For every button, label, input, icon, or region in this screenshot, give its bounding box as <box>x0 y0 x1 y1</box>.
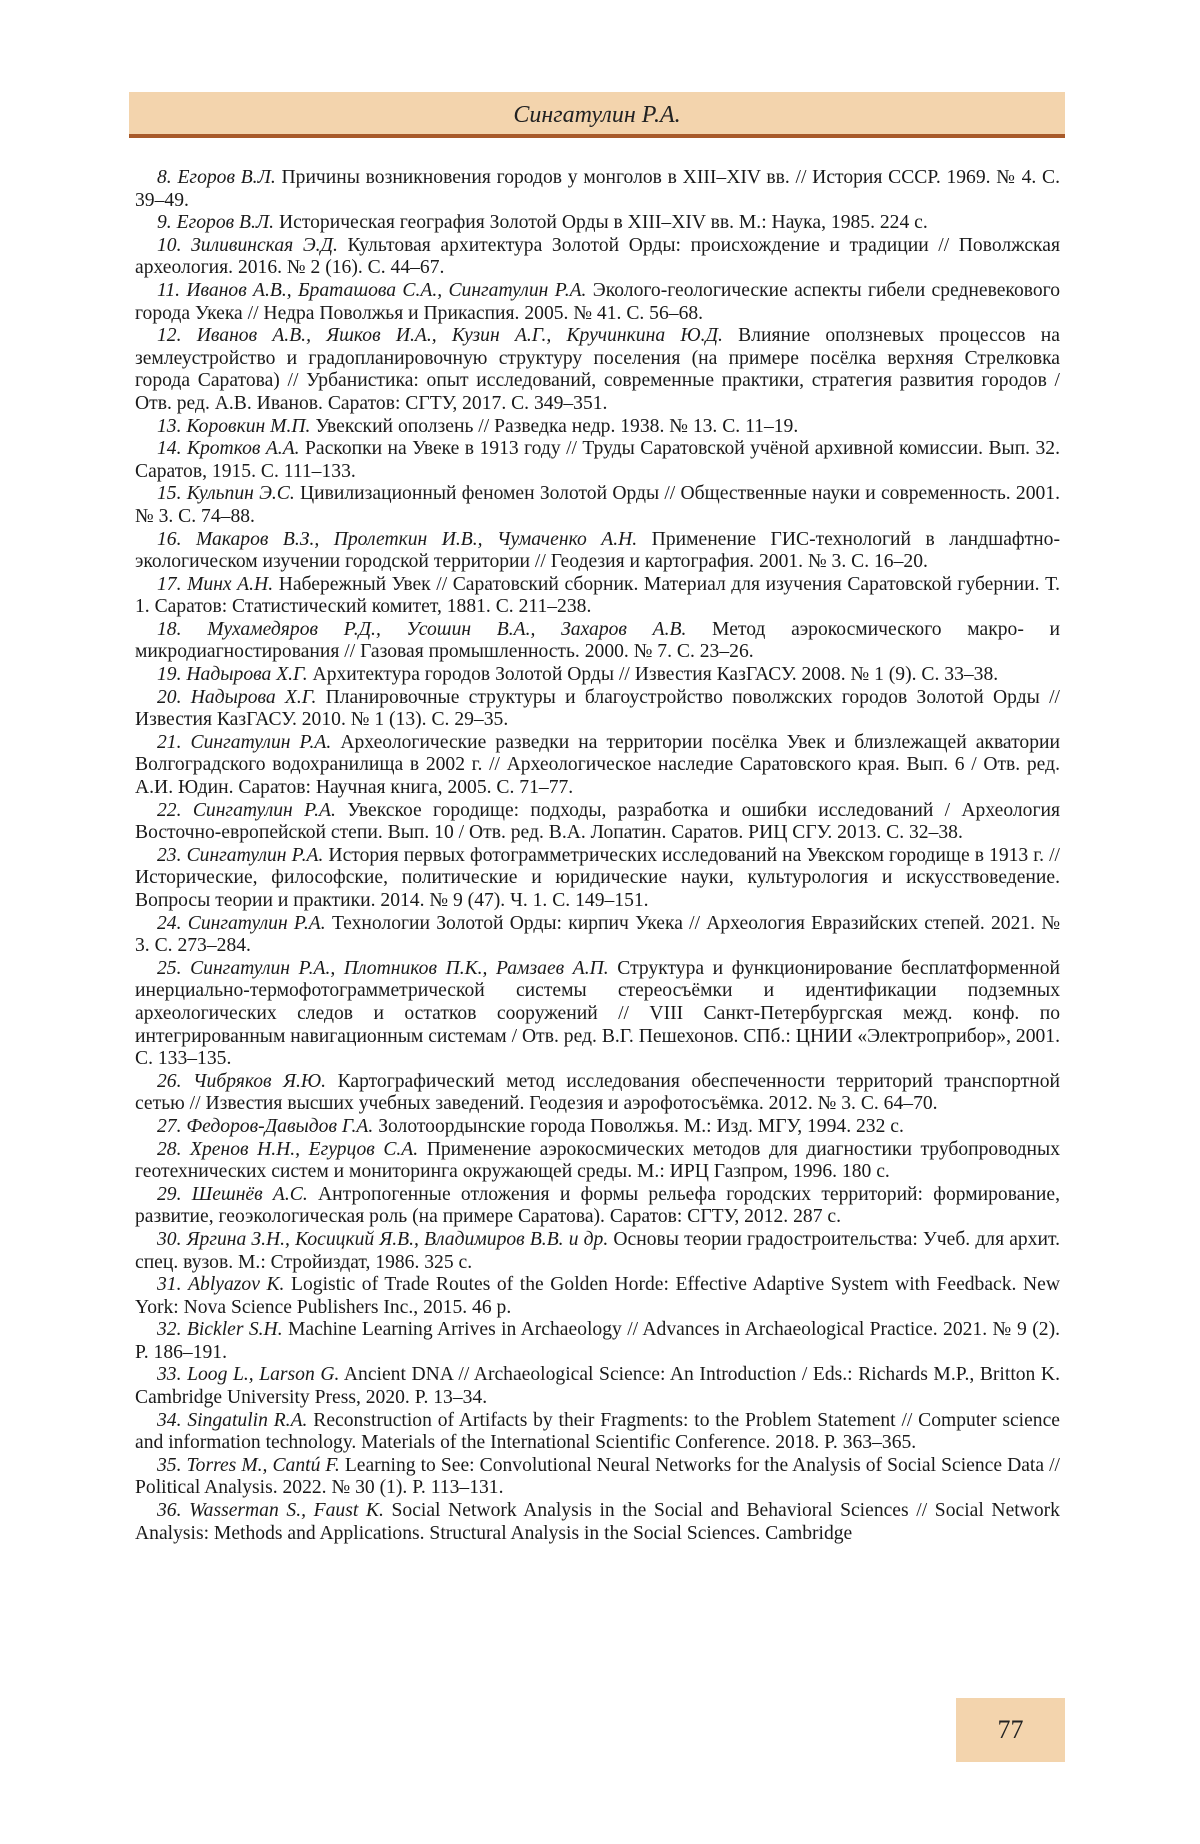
reference-authors: Надырова Х.Г. <box>190 686 317 708</box>
reference-number: 14. <box>157 438 182 460</box>
reference-text: Увекское городище: подходы, разработка и ошибки исследований / Археология Восточно-европейской степи. Вып. 10 / Отв. ред. В.А. Лопатин. Саратов. РИЦ СГУ. 2013. С. 32–38. <box>135 799 1061 844</box>
reference-text: Картографический метод исследования обеспеченности территорий транспортной сетью // Известия высших учебных заведений. Геодезия и аэрофотосъёмка. 2012. № 3. С. 64–70. <box>135 1070 1060 1115</box>
reference-text: Планировочные структуры и благоустройство поволжских городов Золотой Орды // Известия КазГАСУ. 2010. № 1 (13). С. 29–35. <box>135 686 1060 731</box>
reference-authors: Макаров В.З., Пролеткин И.В., Чумаченко А.Н. <box>195 528 638 550</box>
reference-item <box>135 1139 1060 1184</box>
reference-item <box>135 167 1060 212</box>
reference-number: 10. <box>157 234 182 256</box>
reference-authors: Федоров-Давыдов Г.А. <box>186 1115 374 1137</box>
running-header-title: Сингатулин Р.А. <box>513 102 681 128</box>
reference-authors: Singatulin R.A. <box>187 1409 308 1431</box>
reference-text: Структура и функционирование бесплатформенной инерциально-термофотограмметрической системы стереосъёмки и идентификации подземных археологических следов и остатков сооружений // VIII Санкт-Петербургская межд. конф. по интегрированным навигационным системам / Отв. ред. В.Г. Пешехонов. СПб.: ЦНИИ «Электроприбор», 2001. С. 133–135. <box>135 957 1060 1070</box>
reference-number: 36. <box>157 1500 182 1522</box>
reference-item <box>135 235 1060 280</box>
page-number: 77 <box>997 1715 1024 1744</box>
reference-item <box>135 1410 1060 1455</box>
reference-item <box>135 913 1060 958</box>
reference-item <box>135 958 1060 1071</box>
reference-authors: Torres M., Cantú F. <box>186 1454 340 1476</box>
reference-item <box>135 800 1060 845</box>
reference-text: Набережный Увек // Саратовский сборник. Материал для изучения Саратовской губернии. Т. 1. Саратов: Статистический комитет, 1881. С. 211–238. <box>135 573 1060 618</box>
reference-text: Social Network Analysis in the Social and Behavioral Sciences // Social Network Analysis: Methods and Applications. Structural Analysis in the Social Sciences. Cambridge <box>135 1500 1060 1544</box>
reference-number: 28. <box>157 1138 182 1160</box>
reference-number: 33. <box>157 1364 182 1386</box>
reference-number: 34. <box>157 1409 182 1431</box>
reference-number: 15. <box>157 483 182 505</box>
reference-number: 22. <box>157 799 182 821</box>
reference-number: 25. <box>157 957 182 979</box>
reference-authors: Сингатулин Р.А. <box>190 731 332 753</box>
reference-item <box>135 1455 1060 1500</box>
reference-item <box>135 1319 1060 1364</box>
reference-item <box>135 280 1060 325</box>
reference-number: 11. <box>157 279 181 301</box>
reference-text: Ancient DNA // Archaeological Science: An Introduction / Eds.: Richards M.P., Britton K. Cambridge University Press, 2020. P. 13–34. <box>135 1364 1060 1409</box>
reference-number: 12. <box>157 325 182 347</box>
reference-item <box>135 1071 1060 1116</box>
reference-item <box>135 483 1060 528</box>
reference-authors: Кротков А.А. <box>186 438 300 460</box>
reference-text: Культовая архитектура Золотой Орды: происхождение и традиции // Поволжская археология. 2016. № 2 (16). С. 44–67. <box>135 234 1060 279</box>
reference-authors: Loog L., Larson G. <box>187 1364 340 1386</box>
reference-text: Золотоордынские города Поволжья. М.: Изд. МГУ, 1994. 232 с. <box>378 1115 904 1137</box>
reference-authors: Bickler S.H. <box>186 1319 283 1341</box>
reference-number: 19. <box>157 664 182 686</box>
reference-number: 29. <box>157 1183 182 1205</box>
reference-number: 31. <box>157 1274 182 1296</box>
reference-item <box>135 325 1060 415</box>
reference-number: 32. <box>157 1319 182 1341</box>
reference-authors: Иванов А.В., Яшков И.А., Кузин А.Г., Кручинкина Ю.Д. <box>196 325 723 347</box>
reference-text: Археологические разведки на территории посёлка Увек и близлежащей акватории Волгоградского водохранилища в 2002 г. // Археологическое наследие Саратовского края. Вып. 6 / Отв. ред. А.И. Юдин. Саратов: Научная книга, 2005. С. 71–77. <box>135 731 1060 799</box>
reference-number: 17. <box>157 573 182 595</box>
reference-item <box>135 1116 1060 1139</box>
reference-number: 8. <box>157 167 172 188</box>
reference-item <box>135 1274 1060 1319</box>
reference-number: 26. <box>157 1070 182 1092</box>
reference-authors: Кульпин Э.С. <box>186 483 295 505</box>
reference-item <box>135 1500 1060 1545</box>
reference-authors: Егоров В.Л. <box>177 167 276 188</box>
reference-number: 23. <box>157 844 182 866</box>
reference-text: Метод аэрокосмического макро- и микродиагностирования // Газовая промышленность. 2000. № 7. С. 23–26. <box>135 618 1061 663</box>
reference-text: Архитектура городов Золотой Орды // Известия КазГАСУ. 2008. № 1 (9). С. 33–38. <box>312 664 999 686</box>
reference-item <box>135 416 1060 439</box>
reference-authors: Сингатулин Р.А. <box>192 799 336 821</box>
reference-number: 16. <box>157 528 182 550</box>
reference-text: Logistic of Trade Routes of the Golden Horde: Effective Adaptive System with Feedback. New York: Nova Science Publishers Inc., 2015. 46 p. <box>135 1274 1061 1318</box>
reference-authors: Яргина З.Н., Косицкий Я.В., Владимиров В.В. и др. <box>186 1228 609 1250</box>
reference-text: Историческая география Золотой Орды в XIII–XIV вв. М.: Наука, 1985. 224 с. <box>278 212 928 234</box>
reference-authors: Зиливинская Э.Д. <box>191 234 338 256</box>
reference-item <box>135 1229 1060 1274</box>
reference-text: Learning to See: Convolutional Neural Networks for the Analysis of Social Science Data // Political Analysis. 2022. № 30 (1). P. 113–131. <box>135 1454 1060 1499</box>
reference-item <box>135 574 1060 619</box>
reference-item <box>135 845 1060 913</box>
reference-text: История первых фотограмметрических исследований на Увекском городище в 1913 г. // Исторические, философские, политические и юридические науки, культурология и искусствоведение. Вопросы теории и практики. 2014. № 9 (47). Ч. 1. С. 149–151. <box>135 844 1060 911</box>
reference-item <box>135 438 1060 483</box>
reference-text: Причины возникновения городов у монголов в XIII–XIV вв. // История СССР. 1969. № 4. С. 39–49. <box>135 167 1060 211</box>
reference-number: 30. <box>157 1228 182 1250</box>
reference-authors: Чибряков Я.Ю. <box>193 1070 327 1092</box>
reference-text: Основы теории градостроительства: Учеб. для архит. спец. вузов. М.: Стройиздат, 1986. 325 с. <box>135 1228 1060 1273</box>
reference-number: 9. <box>157 212 172 234</box>
reference-text: Цивилизационный феномен Золотой Орды // Общественные науки и современность. 2001. № 3. С. 74–88. <box>135 483 1060 527</box>
reference-number: 24. <box>157 912 182 934</box>
reference-text: Machine Learning Arrives in Archaeology // Advances in Archaeological Practice. 2021. № 9 (2). P. 186–191. <box>135 1319 1060 1363</box>
reference-authors: Егоров В.Л. <box>176 212 275 234</box>
reference-item <box>135 687 1060 732</box>
reference-text: Влияние оползневых процессов на землеустройство и градопланировочную структуру поселения (на примере посёлка верхняя Стрелковка города Саратова) // Урбанистика: опыт исследований, современные практики, стратегия развития городов / Отв. ред. А.В. Иванов. Саратов: СГТУ, 2017. С. 349–351. <box>135 325 1060 414</box>
header-rule <box>129 134 1065 138</box>
reference-text: Применение ГИС-технологий в ландшафтно-экологическом изучении городской территории // Геодезия и картография. 2001. № 3. С. 16–20. <box>135 528 1060 573</box>
reference-item <box>135 1364 1060 1409</box>
reference-number: 13. <box>157 415 182 437</box>
reference-number: 21. <box>157 731 182 753</box>
reference-number: 20. <box>157 686 182 708</box>
reference-authors: Иванов А.В., Браташова С.А., Сингатулин Р.А. <box>186 279 587 301</box>
reference-authors: Сингатулин Р.А. <box>186 844 324 866</box>
reference-authors: Мухамедяров Р.Д., Усошин В.А., Захаров А.В. <box>207 618 687 640</box>
reference-number: 35. <box>157 1454 182 1476</box>
reference-text: Применение аэрокосмических методов для диагностики трубопроводных геотехнических систем и мониторинга окружающей среды. М.: ИРЦ Газпром, 1996. 180 с. <box>135 1138 1060 1183</box>
reference-text: Reconstruction of Artifacts by their Fragments: to the Problem Statement // Computer science and information technology. Materials of the International Scientific Conference. 2018. P. 363–365. <box>135 1409 1060 1454</box>
reference-number: 27. <box>157 1115 182 1137</box>
reference-authors: Сингатулин Р.А. <box>187 912 326 934</box>
reference-authors: Ablyazov K. <box>188 1274 285 1296</box>
reference-text: Раскопки на Увеке в 1913 году // Труды Саратовской учёной архивной комиссии. Вып. 32. Саратов, 1915. С. 111–133. <box>135 438 1060 482</box>
reference-item <box>135 529 1060 574</box>
reference-authors: Коровкин М.П. <box>186 415 311 437</box>
reference-authors: Wasserman S., Faust K. <box>189 1500 384 1522</box>
reference-text: Технологии Золотой Орды: кирпич Укека // Археология Евразийских степей. 2021. № 3. С. 273–284. <box>135 912 1061 957</box>
reference-authors: Хренов Н.Н., Егурцов С.А. <box>190 1138 419 1160</box>
reference-item <box>135 619 1060 664</box>
reference-authors: Надырова Х.Г. <box>186 664 308 686</box>
reference-item <box>135 212 1060 235</box>
reference-text: Эколого-геологические аспекты гибели средневекового города Укека // Недра Поволжья и Прикаспия. 2005. № 41. С. 56–68. <box>135 279 1060 324</box>
reference-text: Увекский оползень // Разведка недр. 1938. № 13. С. 11–19. <box>315 415 799 437</box>
reference-item <box>135 732 1060 800</box>
reference-item <box>135 1184 1060 1229</box>
reference-authors: Сингатулин Р.А., Плотников П.К., Рамзаев А.П. <box>190 957 609 979</box>
reference-item <box>135 664 1060 687</box>
reference-list <box>135 167 1060 1545</box>
reference-authors: Минх А.Н. <box>187 573 274 595</box>
reference-authors: Шешнёв А.С. <box>191 1183 308 1205</box>
reference-text: Антропогенные отложения и формы рельефа городских территорий: формирование, развитие, геоэкологическая роль (на примере Саратова). Саратов: СГТУ, 2012. 287 с. <box>135 1183 1060 1228</box>
reference-number: 18. <box>157 618 182 640</box>
